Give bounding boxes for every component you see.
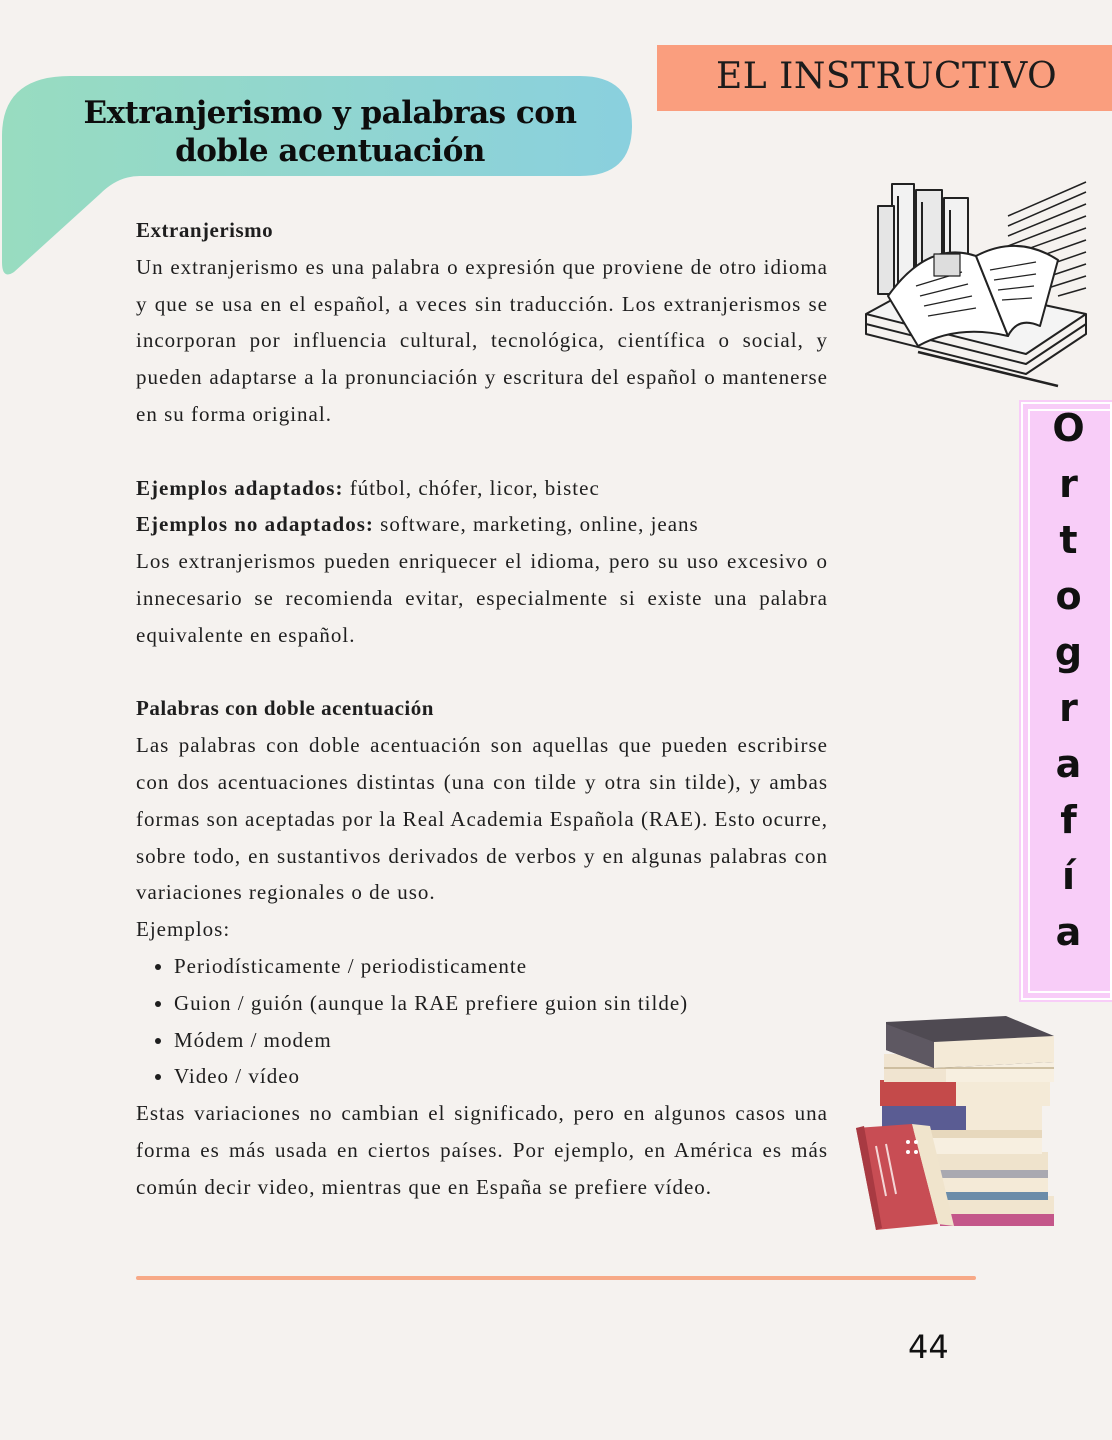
sidebar-letter: r — [1059, 462, 1078, 506]
extranjerismo-paragraph: Un extranjerismo es una palabra o expresión que proviene de otro idioma y que se usa en el español, a veces sin traducción. Los extranjerismos se incorporan por influencia cultural, tecnológica, científica o social, y pueden adaptarse a la pronunciación y escritura del español o mantenerse en su forma original. — [136, 254, 828, 426]
spacer — [136, 433, 828, 470]
non-adapted-examples-line — [136, 506, 828, 543]
non-adapted-examples-values: software, marketing, online, jeans — [373, 512, 699, 537]
page-title — [80, 94, 580, 170]
spacer — [136, 654, 828, 691]
sidebar-letter: g — [1054, 630, 1083, 674]
sidebar-letter: o — [1055, 574, 1082, 618]
non-adapted-examples-label: Ejemplos no adaptados: — [136, 512, 374, 537]
adapted-examples-label: Ejemplos adaptados: — [136, 475, 344, 500]
section-heading-doble-acentuacion: Palabras con doble acentuación — [136, 696, 434, 721]
list-item: • Guion / guión (aunque la RAE prefiere guion sin tilde) — [174, 985, 828, 1022]
examples-label: Ejemplos: — [136, 917, 231, 942]
sidebar-letter: r — [1059, 686, 1078, 730]
list-item: • Periodísticamente / periodisticamente — [174, 948, 828, 985]
sidebar-letter: a — [1055, 910, 1082, 954]
doble-acentuacion-paragraph: Las palabras con doble acentuación son aquellas que pueden escribirse con dos acentuaciones distintas (una con tilde y otra sin tilde), y ambas formas son aceptadas por la Real Academia Española (RAE). Esto ocurre, sobre todo, en sustantivos derivados de verbos y en algunas palabras con variaciones regionales o de uso. — [136, 733, 828, 905]
title-line-1: Extranjerismo y palabras con — [83, 95, 577, 131]
sidebar-letter: O — [1052, 406, 1085, 450]
vertical-word-sidebar — [1021, 402, 1112, 1000]
list-item: • Módem / modem — [174, 1022, 828, 1059]
page-number: 44 — [908, 1328, 949, 1366]
main-content — [136, 212, 828, 1206]
sidebar-letter: t — [1059, 518, 1078, 562]
sidebar-letter: í — [1061, 854, 1076, 898]
open-books-sketch-illustration — [858, 176, 1094, 388]
sidebar-letter: a — [1055, 742, 1082, 786]
book-stack-illustration — [846, 1010, 1062, 1240]
title-line-2: doble acentuación — [175, 133, 485, 169]
footer-divider — [136, 1276, 976, 1280]
sidebar-letter: f — [1060, 798, 1077, 842]
section-header-label: EL INSTRUCTIVO — [716, 56, 1058, 97]
extranjerismo-closing-paragraph: Los extranjerismos pueden enriquecer el idioma, pero su uso excesivo o innecesario se recomienda evitar, especialmente si existe una palabra equivalente en español. — [136, 549, 828, 647]
section-heading-extranjerismo: Extranjerismo — [136, 218, 274, 242]
list-item: • Video / vídeo — [174, 1058, 828, 1095]
doble-acentuacion-closing-paragraph: Estas variaciones no cambian el significado, pero en algunos casos una forma es más usada en ciertos países. Por ejemplo, en América es más común decir video, mientras que en España se prefiere vídeo. — [136, 1101, 828, 1199]
section-header-banner — [657, 45, 1112, 111]
adapted-examples-line — [136, 470, 828, 507]
examples-list — [136, 948, 828, 1095]
adapted-examples-values: fútbol, chófer, licor, bistec — [343, 475, 600, 500]
